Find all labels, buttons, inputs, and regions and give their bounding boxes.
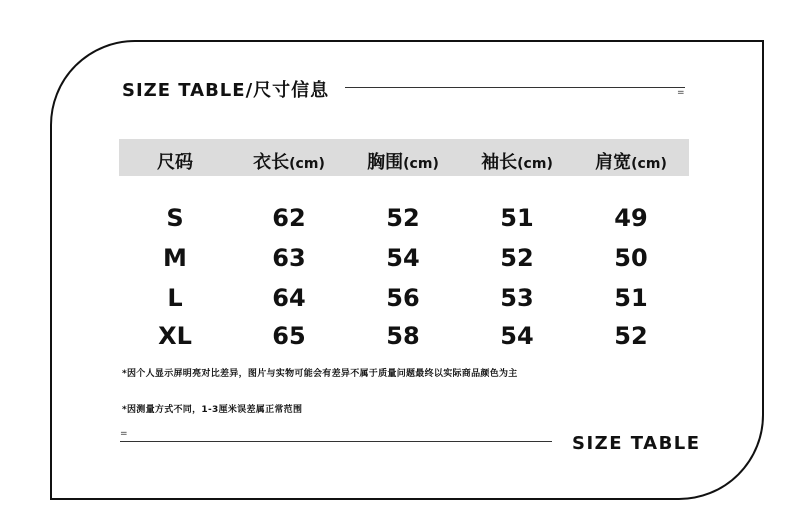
footer-divider <box>120 441 552 442</box>
table-cell-chest: 58 <box>386 322 420 350</box>
table-cell-chest: 54 <box>386 244 420 272</box>
footer-title: SIZE TABLE <box>572 433 701 454</box>
header-length: 衣长(cm) <box>253 152 325 173</box>
table-cell-sleeve: 52 <box>500 244 534 272</box>
measurement-error-note: *因测量方式不同，1-3厘米误差属正常范围 <box>122 405 303 415</box>
display-difference-note: *因个人显示屏明亮对比差异，图片与实物可能会有差异不属于质量问题最终以实际商品颜色为主 <box>122 369 518 379</box>
table-cell-sleeve: 53 <box>500 284 534 312</box>
table-cell-shoulder: 52 <box>614 322 648 350</box>
table-cell-length: 64 <box>272 284 306 312</box>
header-chest: 胸围(cm) <box>367 152 439 173</box>
table-cell-length: 63 <box>272 244 306 272</box>
table-cell-size: S <box>166 204 184 232</box>
header-size: 尺码 <box>157 152 193 173</box>
table-cell-size: M <box>163 244 187 272</box>
corner-mark-top: = <box>677 88 685 98</box>
table-cell-sleeve: 54 <box>500 322 534 350</box>
table-cell-length: 65 <box>272 322 306 350</box>
title-divider <box>345 87 685 88</box>
header-shoulder: 肩宽(cm) <box>595 152 667 173</box>
table-cell-size: L <box>167 284 183 312</box>
table-cell-shoulder: 49 <box>614 204 648 232</box>
table-cell-chest: 56 <box>386 284 420 312</box>
table-cell-length: 62 <box>272 204 306 232</box>
header-sleeve: 袖长(cm) <box>481 152 553 173</box>
table-cell-sleeve: 51 <box>500 204 534 232</box>
corner-mark-bottom: = <box>120 429 128 439</box>
table-cell-chest: 52 <box>386 204 420 232</box>
size-table-title: SIZE TABLE/尺寸信息 <box>122 80 330 101</box>
table-cell-shoulder: 51 <box>614 284 648 312</box>
table-cell-size: XL <box>158 322 192 350</box>
table-cell-shoulder: 50 <box>614 244 648 272</box>
